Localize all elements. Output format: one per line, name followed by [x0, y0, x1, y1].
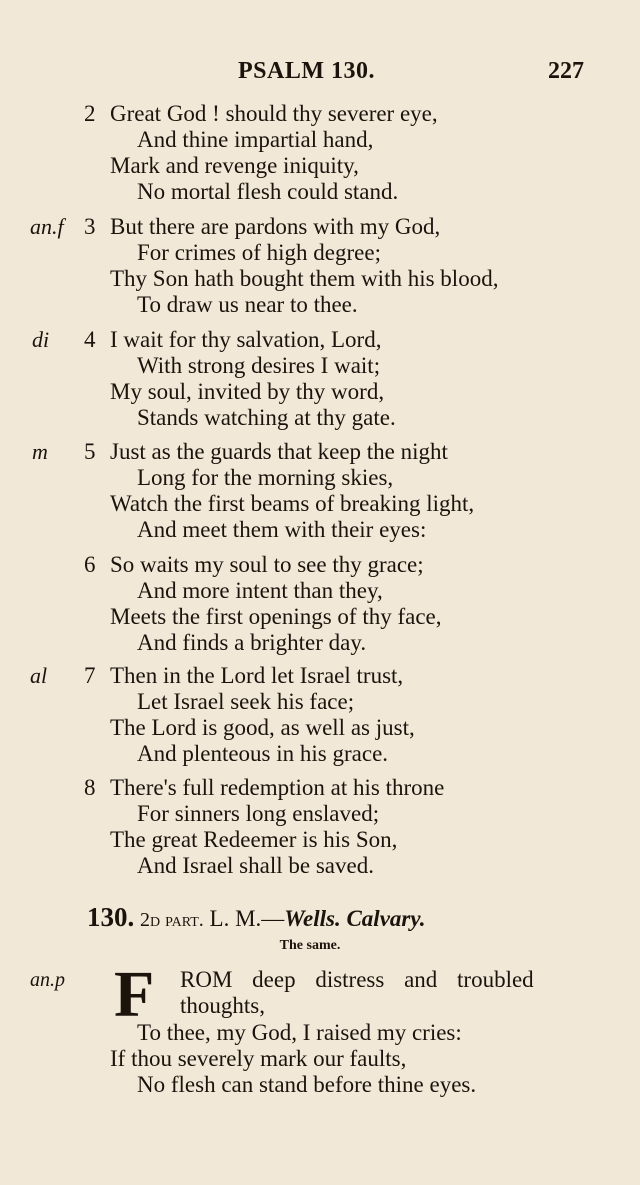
stanza-line: The great Redeemer is his Son,	[110, 827, 398, 852]
stanza-line: There's full redemption at his throne	[110, 775, 445, 800]
stanza-line: I wait for thy salvation, Lord,	[110, 327, 382, 352]
running-title: PSALM 130.	[238, 58, 375, 84]
stanza-line: If thou severely mark our faults,	[110, 1046, 407, 1071]
stanza-line: Mark and revenge iniquity,	[110, 153, 359, 178]
stanza-line: ROM deep distress and troubled	[180, 967, 534, 992]
stanza-line: To draw us near to thee.	[137, 292, 358, 317]
stanza-number: 4	[84, 327, 96, 352]
running-head	[0, 58, 640, 88]
stanza-line: No flesh can stand before thine eyes.	[137, 1072, 477, 1097]
stanza-line: And more intent than they,	[137, 578, 383, 603]
drop-cap: F	[114, 958, 155, 1031]
hymn-meter: L. M.—	[209, 906, 285, 931]
stanza-line: And finds a brighter day.	[137, 630, 367, 655]
hymn-subtitle: The same.	[279, 938, 341, 953]
stanza-number: 7	[84, 663, 96, 688]
stanza-line: Meets the first openings of thy face,	[110, 604, 442, 629]
stanza-line: And Israel shall be saved.	[137, 853, 374, 878]
stanza-line: And thine impartial hand,	[137, 127, 374, 152]
stanza-line: My soul, invited by thy word,	[110, 379, 385, 404]
stanza-line: To thee, my God, I raised my cries:	[137, 1020, 462, 1045]
stanza-line: So waits my soul to see thy grace;	[110, 552, 424, 577]
hymn-number: 130.	[87, 902, 135, 932]
performance-mark: an.p	[30, 969, 65, 991]
stanza-line: Stands watching at thy gate.	[137, 405, 396, 430]
stanza-line: Just as the guards that keep the night	[110, 439, 448, 464]
stanza-line: Long for the morning skies,	[137, 465, 394, 490]
stanza-number: 2	[84, 101, 96, 126]
performance-mark: an.f	[30, 214, 64, 239]
stanza-line: Then in the Lord let Israel trust,	[110, 663, 404, 688]
stanza-line: Thy Son hath bought them with his blood,	[110, 266, 499, 291]
stanza-number: 5	[84, 439, 96, 464]
stanza-line: thoughts,	[180, 993, 265, 1018]
stanza-line: The Lord is good, as well as just,	[110, 715, 415, 740]
performance-mark: di	[32, 327, 50, 352]
stanza-number: 8	[84, 775, 96, 800]
stanza-number: 3	[84, 214, 96, 239]
stanza-line: With strong desires I wait;	[137, 353, 381, 378]
stanza-line: And meet them with their eyes:	[137, 517, 427, 542]
hymn-heading	[87, 902, 425, 933]
stanza-line: Great God ! should thy severer eye,	[110, 101, 438, 126]
stanza-line: Let Israel seek his face;	[137, 689, 355, 714]
stanza-line: But there are pardons with my God,	[110, 214, 441, 239]
page-number: 227	[548, 58, 584, 84]
stanza-line: Watch the first beams of breaking light,	[110, 491, 475, 516]
stanza-line: For sinners long enslaved;	[137, 801, 380, 826]
hymn-part: 2d part.	[140, 909, 204, 931]
stanza-line: And plenteous in his grace.	[137, 741, 389, 766]
hymn-tunes: Wells. Calvary.	[284, 906, 426, 931]
stanza-line: No mortal flesh could stand.	[137, 179, 399, 204]
performance-mark: m	[32, 439, 48, 464]
stanza-line: For crimes of high degree;	[137, 240, 381, 265]
performance-mark: al	[30, 663, 48, 688]
stanza-number: 6	[84, 552, 96, 577]
